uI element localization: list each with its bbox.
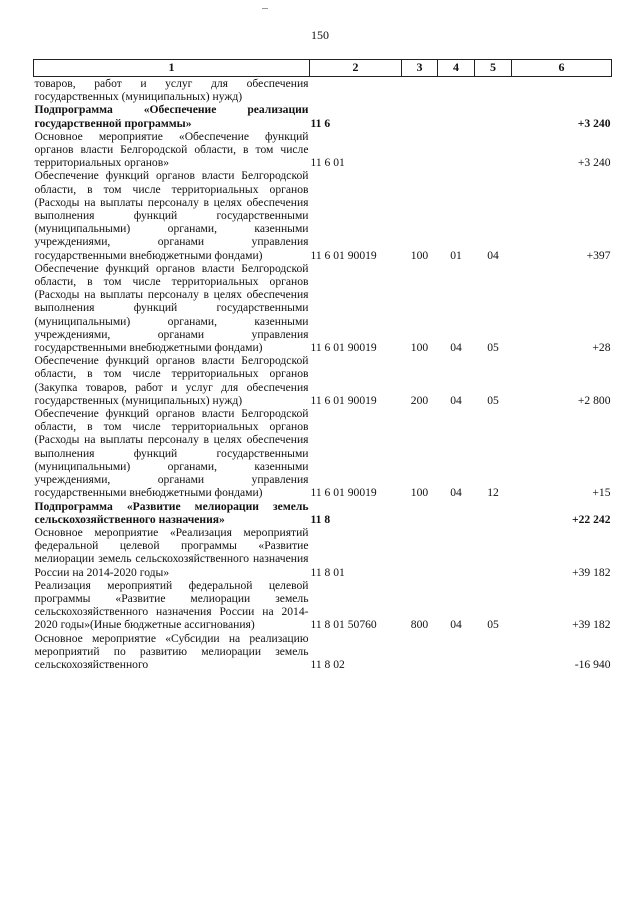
row-target-code: 11 8 02: [310, 657, 345, 671]
row-subsection: [475, 526, 512, 579]
table-row: [34, 632, 612, 672]
row-target-code: 11 8: [310, 512, 331, 526]
row-section: 04: [450, 341, 462, 355]
row-amount: +15: [592, 486, 611, 500]
table-row: [34, 77, 612, 104]
row-expense-type: 100: [410, 341, 429, 355]
row-description: Основное мероприятие «Субсидии на реализацию мероприятий по развитию мелиорации земель сельскохозяйственного: [34, 631, 309, 671]
row-subsection: 05: [487, 393, 499, 407]
row-subsection: 04: [487, 248, 499, 262]
row-target-code: 11 6 01 90019: [310, 393, 377, 407]
row-target-code: 11 6: [310, 116, 331, 130]
row-section: [438, 77, 475, 104]
header-col-1: 1: [34, 60, 310, 77]
row-target-code: 11 8 01 50760: [310, 618, 377, 632]
row-subsection: [475, 130, 512, 170]
header-row: [34, 60, 612, 77]
row-description: Обеспечение функций органов власти Белгородской области, в том числе территориальных органов (Расходы на выплаты персоналу в целях обеспечения выполнения функций государственными (муниципальными) органами, казенными учреждениями, органами управления государственными внебюджетными фондами): [34, 169, 309, 262]
scan-mark: [262, 8, 268, 9]
row-amount: +22 242: [572, 512, 611, 526]
row-amount: -16 940: [574, 657, 611, 671]
header-col-5: 5: [475, 60, 512, 77]
header-col-3: 3: [402, 60, 438, 77]
table-row: [34, 262, 612, 354]
row-description: Подпрограмма «Развитие мелиорации земель сельскохозяйственного назначения»: [34, 499, 309, 526]
row-expense-type: [402, 632, 438, 672]
row-description: Обеспечение функций органов власти Белгородской области, в том числе территориальных органов (Расходы на выплаты персоналу в целях обеспечения выполнения функций государственными (муниципальными) органами, казенными учреждениями, органами управления государственными внебюджетными фондами): [34, 407, 309, 500]
row-section: 04: [450, 486, 462, 500]
table-row: [34, 579, 612, 632]
row-subsection: [475, 632, 512, 672]
row-amount: +39 182: [572, 618, 611, 632]
row-description: Обеспечение функций органов власти Белгородской области, в том числе территориальных органов (Расходы на выплаты персоналу в целях обеспечения выполнения функций государственными (муниципальными) органами, казенными учреждениями, органами управления государственными внебюджетными фондами): [34, 261, 309, 355]
row-target-code: 11 6 01: [310, 156, 345, 170]
row-expense-type: 800: [410, 618, 429, 632]
row-expense-type: [402, 77, 438, 104]
row-expense-type: [402, 103, 438, 129]
row-section: 04: [450, 618, 462, 632]
table-row: [34, 407, 612, 499]
row-description: Обеспечение функций органов власти Белгородской области, в том числе территориальных органов (Закупка товаров, работ и услуг для обеспечения государственных (муниципальных) нужд): [34, 354, 309, 407]
budget-table: [33, 59, 612, 671]
row-amount: +28: [592, 341, 611, 355]
table-row: [34, 130, 612, 170]
row-description: товаров, работ и услуг для обеспечения государственных (муниципальных) нужд): [34, 77, 309, 104]
row-target-code: 11 6 01 90019: [310, 248, 377, 262]
row-expense-type: 200: [410, 393, 429, 407]
row-expense-type: 100: [410, 248, 429, 262]
header-col-2: 2: [310, 60, 402, 77]
row-description: Основное мероприятие «Реализация мероприятий федеральной целевой программы «Развитие мелиорации земель сельскохозяйственного назначения России на 2014-2020 годы»: [34, 525, 309, 579]
table-body: [34, 77, 612, 672]
row-target-code: 11 8 01: [310, 565, 345, 579]
row-amount: +397: [586, 248, 611, 262]
header-col-4: 4: [438, 60, 475, 77]
row-expense-type: [402, 500, 438, 526]
table-row: [34, 354, 612, 407]
page-number: 150: [311, 28, 329, 42]
row-expense-type: [402, 130, 438, 170]
row-target-code: 11 6 01 90019: [310, 341, 377, 355]
row-subsection: 12: [487, 486, 499, 500]
row-expense-type: [402, 526, 438, 579]
row-description: Основное мероприятие «Обеспечение функций органов власти Белгородской области, в том числе территориальных органов»: [34, 129, 309, 170]
row-amount: +2 800: [577, 393, 611, 407]
row-section: 04: [450, 393, 462, 407]
row-section: [438, 103, 475, 129]
row-subsection: 05: [487, 618, 499, 632]
row-subsection: [475, 77, 512, 104]
row-target-code: 11 6 01 90019: [310, 486, 377, 500]
row-subsection: [475, 103, 512, 129]
row-section: [438, 526, 475, 579]
row-amount: +3 240: [577, 156, 611, 170]
row-subsection: 05: [487, 341, 499, 355]
row-section: [438, 632, 475, 672]
row-section: [438, 500, 475, 526]
row-section: [438, 130, 475, 170]
row-subsection: [475, 500, 512, 526]
row-description: Реализация мероприятий федеральной целевой программы «Развитие мелиорации земель сельскохозяйственного назначения России на 2014-2020 годы»(Иные бюджетные ассигнования): [34, 578, 309, 632]
row-amount: +3 240: [577, 116, 611, 130]
table-row: [34, 169, 612, 261]
table-row: [34, 500, 612, 526]
header-col-6: 6: [512, 60, 612, 77]
row-amount: +39 182: [572, 565, 611, 579]
table-row: [34, 526, 612, 579]
row-amount: [512, 77, 612, 104]
table-row: [34, 103, 612, 129]
row-expense-type: 100: [410, 486, 429, 500]
row-section: 01: [450, 248, 462, 262]
row-description: Подпрограмма «Обеспечение реализации государственной программы»: [34, 103, 309, 130]
row-target-code: [310, 77, 402, 104]
